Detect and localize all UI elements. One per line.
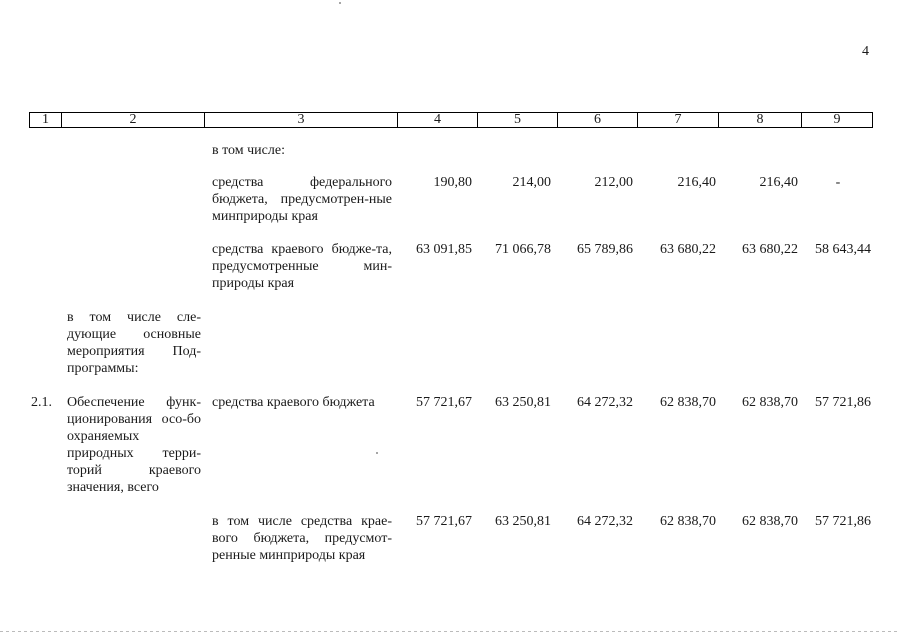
source-cell: средства краевого бюджета xyxy=(212,395,375,410)
value-cell-col9: 57 721,86 xyxy=(815,514,871,529)
row-number: 2.1. xyxy=(31,395,52,410)
header-col-3: 3 xyxy=(205,113,398,127)
value-cell-col4: 63 091,85 xyxy=(416,242,472,257)
header-col-1: 1 xyxy=(30,113,62,127)
header-col-7: 7 xyxy=(638,113,719,127)
value-cell-col4: 57 721,67 xyxy=(416,395,472,410)
value-cell-col6: 64 272,32 xyxy=(577,395,633,410)
value-cell-col5: 63 250,81 xyxy=(495,395,551,410)
table-header-row xyxy=(29,112,873,128)
value-cell-col4: 190,80 xyxy=(433,175,472,190)
header-col-5: 5 xyxy=(478,113,558,127)
header-col-8: 8 xyxy=(719,113,802,127)
value-cell-col4: 57 721,67 xyxy=(416,514,472,529)
header-col-6: 6 xyxy=(558,113,638,127)
page-number: 4 xyxy=(862,44,869,59)
value-cell-col9: 57 721,86 xyxy=(815,395,871,410)
value-cell-col9: 58 643,44 xyxy=(815,242,871,257)
value-cell-col5: 71 066,78 xyxy=(495,242,551,257)
scan-edge-line xyxy=(0,631,899,632)
header-col-4: 4 xyxy=(398,113,478,127)
header-col-9: 9 xyxy=(833,112,841,127)
source-cell: средства федерального бюджета, предусмотрен-ные минприроды края xyxy=(212,175,392,224)
source-cell: в том числе средства крае-вого бюджета, предусмот-ренные минприроды края xyxy=(212,514,392,563)
value-cell-col6: 65 789,86 xyxy=(577,242,633,257)
value-cell-col5: 214,00 xyxy=(512,175,551,190)
value-cell-col7: 216,40 xyxy=(677,175,716,190)
value-cell-col8: 63 680,22 xyxy=(742,242,798,257)
value-cell-col9: - xyxy=(835,175,841,190)
value-cell-col5: 63 250,81 xyxy=(495,514,551,529)
value-cell-col7: 62 838,70 xyxy=(660,514,716,529)
scan-speck xyxy=(376,452,378,454)
value-cell-col8: 62 838,70 xyxy=(742,395,798,410)
value-cell-col6: 64 272,32 xyxy=(577,514,633,529)
value-cell-col7: 63 680,22 xyxy=(660,242,716,257)
source-cell: в том числе: xyxy=(212,143,285,158)
value-cell-col8: 62 838,70 xyxy=(742,514,798,529)
event-cell: в том числе сле-дующие основные мероприятия Под-программы: xyxy=(67,310,201,376)
value-cell-col6: 212,00 xyxy=(594,175,633,190)
value-cell-col7: 62 838,70 xyxy=(660,395,716,410)
scan-speck xyxy=(339,2,341,4)
value-cell-col8: 216,40 xyxy=(759,175,798,190)
source-cell: средства краевого бюдже-та, предусмотренные мин-природы края xyxy=(212,242,392,291)
event-cell: Обеспечение функ-ционирования осо-бо охраняемых природных терри-торий краевого значения, всего xyxy=(67,395,201,495)
header-col-2: 2 xyxy=(62,113,205,127)
